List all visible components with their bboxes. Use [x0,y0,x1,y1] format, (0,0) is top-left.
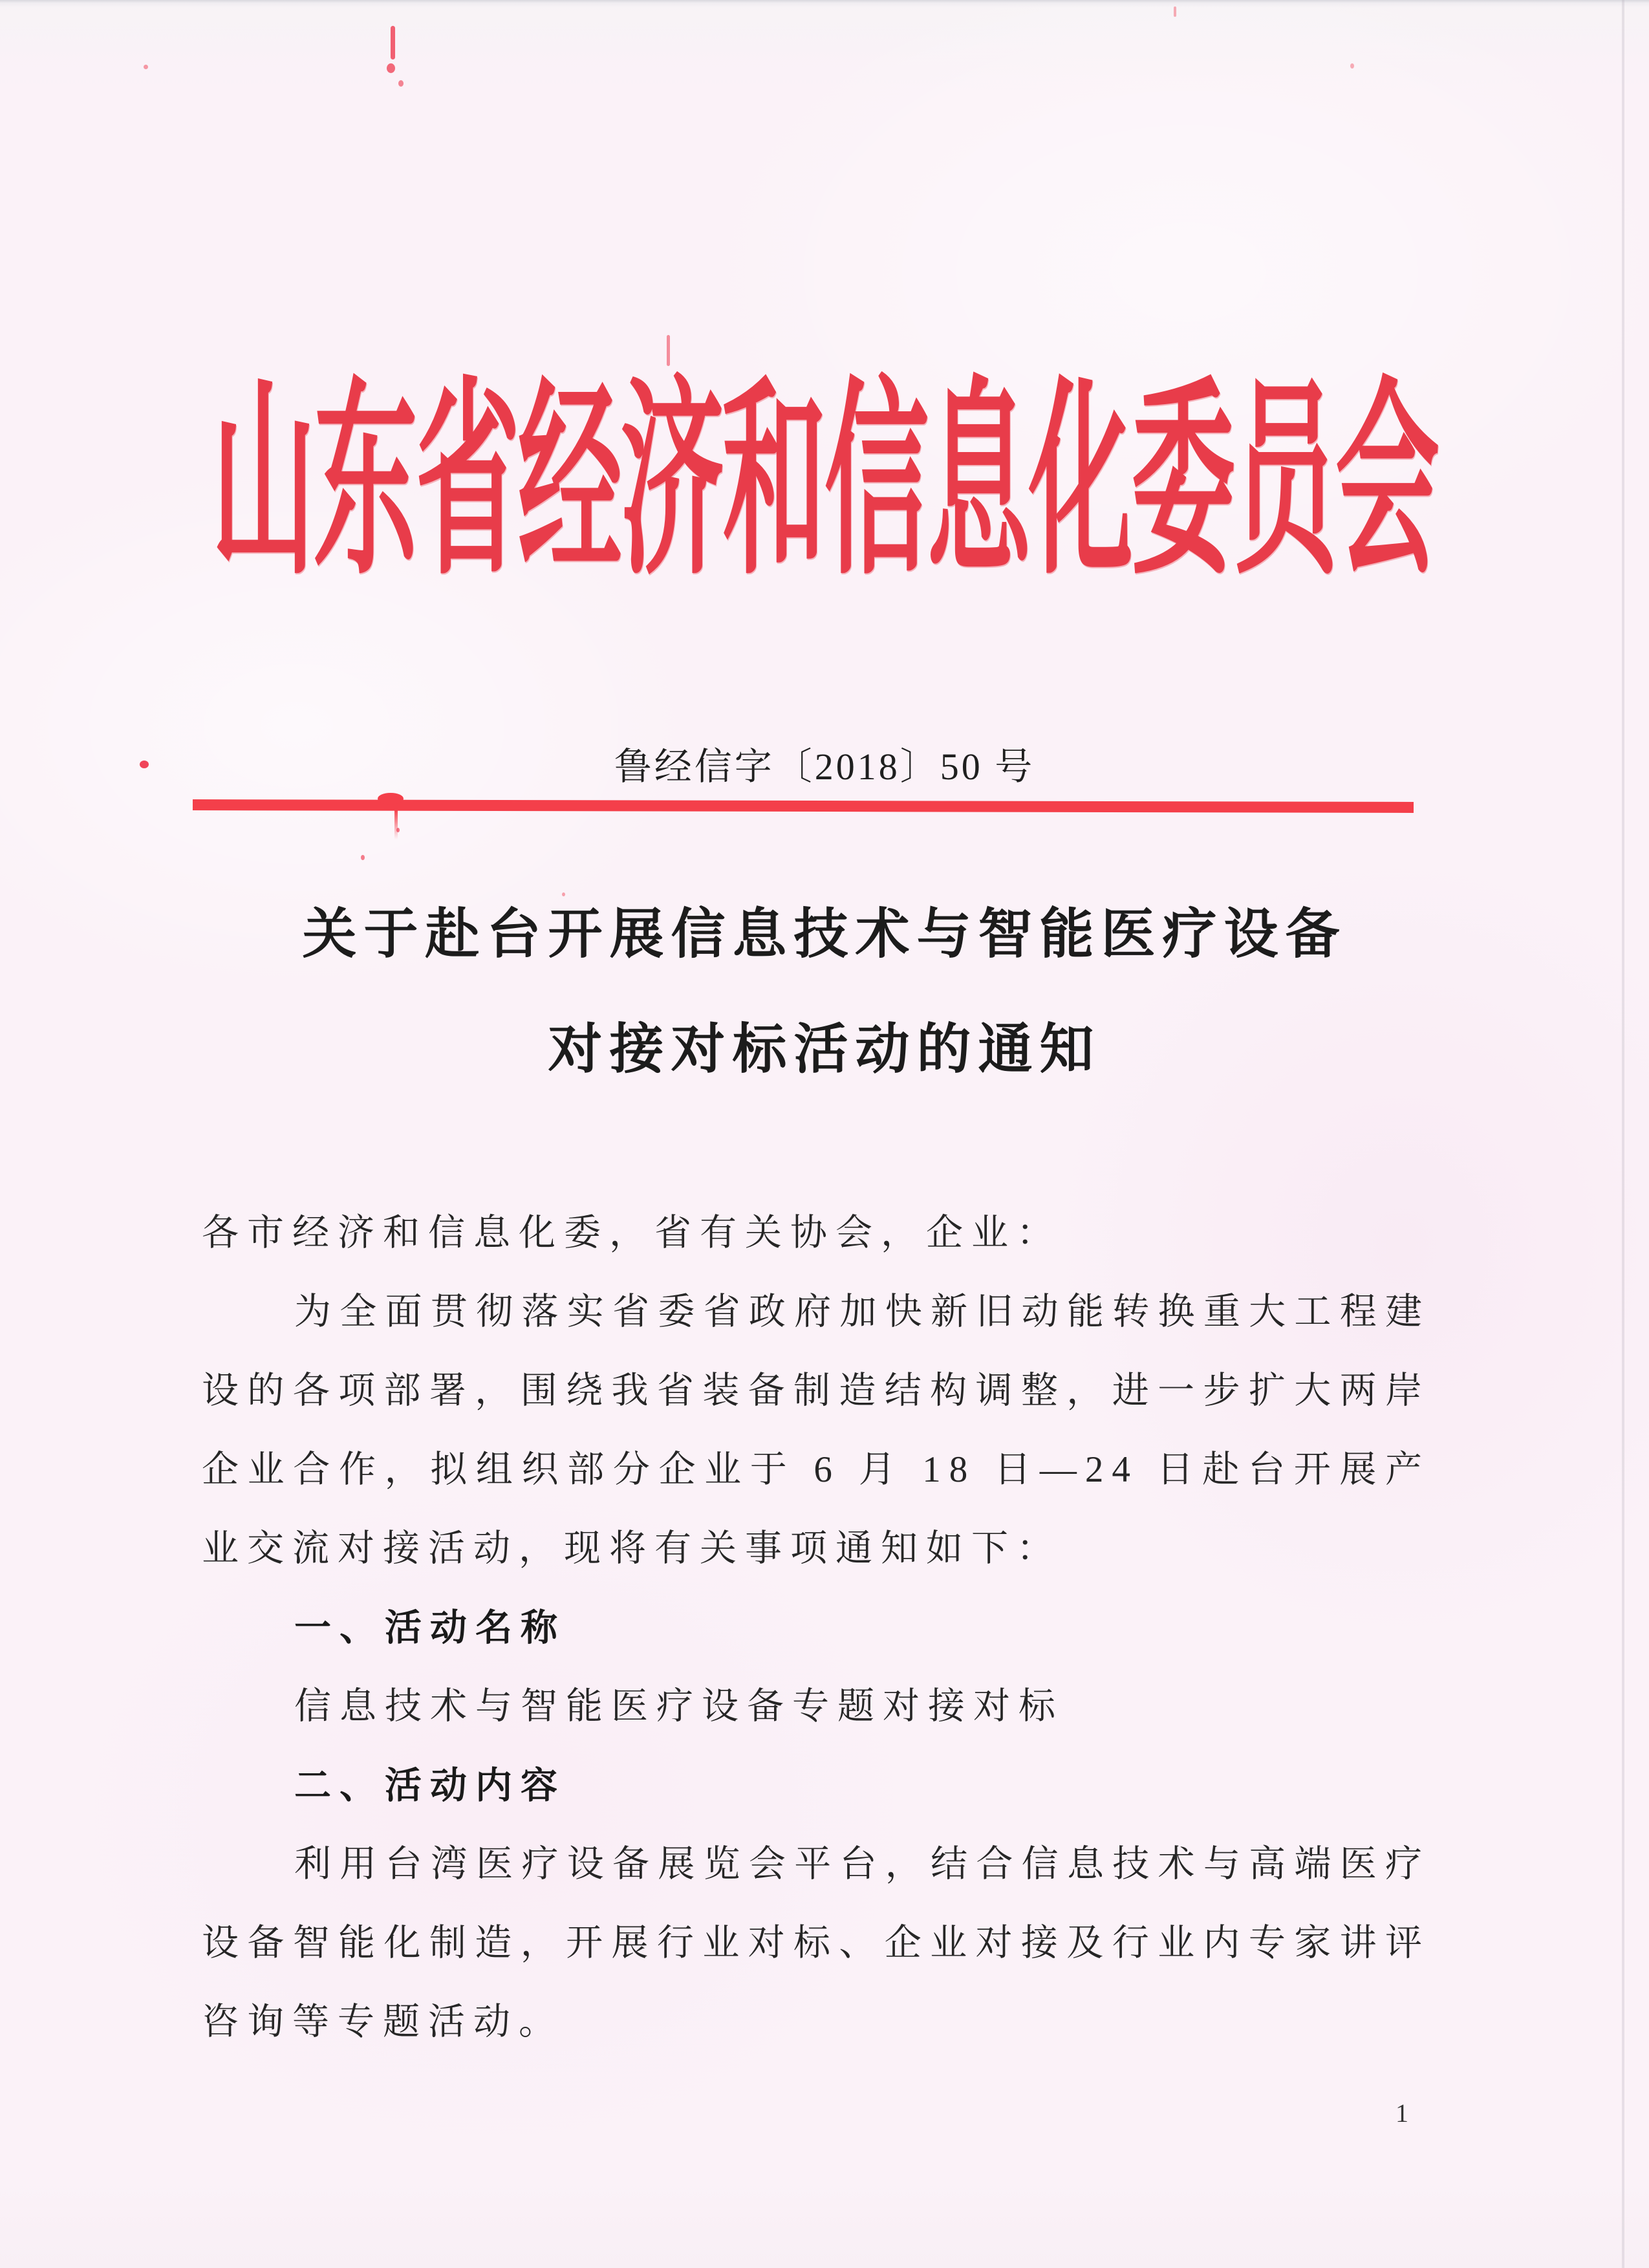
agency-name: 山东省经济和信息化委员会 [211,366,1438,599]
red-speck [144,65,148,69]
red-speck [361,855,365,860]
section2-content: 利用台湾医疗设备展览会平台，结合信息技术与高端医疗设备智能化制造，开展行业对标、企业对接及行业内专家讲评咨询等专题活动。 [202,1844,1430,2042]
red-speck [562,892,565,896]
red-speck [398,80,404,87]
red-speck [1174,6,1176,17]
scan-top-edge [0,0,1649,8]
red-speck [391,26,395,59]
page-number: 1 [1396,2099,1408,2128]
red-divider-line [193,799,1414,813]
red-speck [140,761,149,768]
salutation-line: 各市经济和信息化委，省有关协会，企业： [202,1213,1062,1253]
red-speck [387,63,395,73]
section1-heading: 一、活动名称 [294,1607,566,1648]
agency-masthead [0,366,1649,599]
notice-title-line1: 关于赴台开展信息技术与智能医疗设备 [302,903,1347,964]
notice-title-line2: 对接对标活动的通知 [548,1019,1101,1079]
document-number: 鲁经信字〔2018〕50 号 [614,746,1035,788]
section1-content: 信息技术与智能医疗设备专题对接对标 [294,1686,1064,1727]
scan-right-edge [1622,0,1624,2268]
section2-heading: 二、活动内容 [294,1765,566,1806]
red-speck [396,828,400,832]
intro-paragraph: 为全面贯彻落实省委省政府加快新旧动能转换重大工程建设的各项部署，围绕我省装备制造结构调整，进一步扩大两岸企业合作，拟组织部分企业于 6 月 18 日—24 日赴台开展产业交流对接活动，现将有关事项通知如下： [202,1291,1430,1569]
red-speck [667,335,670,366]
red-line-ink-drip [394,810,398,839]
red-line-ink-blot [378,793,404,805]
red-speck [1350,63,1354,69]
document-body [202,1194,1430,2062]
